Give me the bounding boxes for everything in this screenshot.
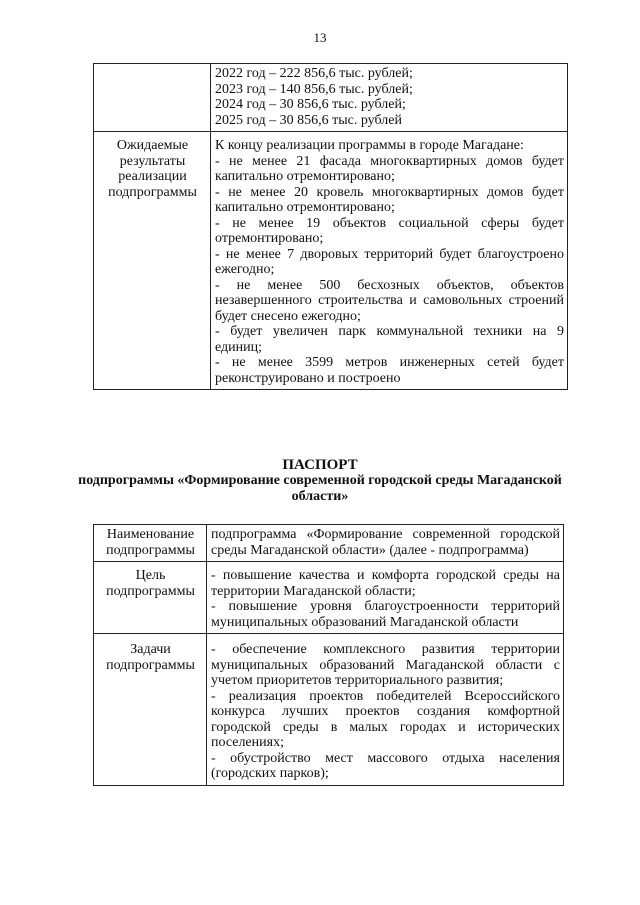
name-content — [207, 525, 564, 562]
expected-results-content — [211, 132, 568, 390]
funding-line: 2023 год – 140 856,6 тыс. рублей; — [215, 81, 413, 97]
row-label-goal: Цель подпрограммы — [94, 562, 207, 634]
tasks-content — [207, 634, 564, 786]
table-row-goal — [94, 562, 564, 634]
row-label-tasks: Задачи подпрограммы — [94, 634, 207, 786]
result-item: - не менее 7 дворовых территорий будет благоустроено ежегодно; — [215, 246, 564, 277]
task-item: - реализация проектов победителей Всероссийского конкурса лучших проектов создания комфортной городской среды в малых городах и исторических поселениях; — [211, 688, 560, 750]
result-item: - не менее 500 бесхозных объектов, объектов незавершенного строительства и самовольных строений будет снесено ежегодно; — [215, 277, 564, 324]
table-row-expected-results — [94, 132, 568, 390]
goal-item: - повышение качества и комфорта городской среды на территории Магаданской области; — [211, 568, 560, 599]
name-item: подпрограмма «Формирование современной городской среды Магаданской области» (далее - подпрограмма) — [211, 527, 560, 558]
result-item: - не менее 21 фасада многоквартирных домов будет капитально отремонтировано; — [215, 153, 564, 184]
result-item: - не менее 20 кровель многоквартирных домов будет капитально отремонтировано; — [215, 184, 564, 215]
result-item: - не менее 3599 метров инженерных сетей будет реконструировано и построено — [215, 355, 564, 386]
table-row-funding — [94, 64, 568, 132]
row-label-name: Наименование подпрограммы — [94, 525, 207, 562]
funding-line: 2024 год – 30 856,6 тыс. рублей; — [215, 97, 406, 112]
row-label — [94, 64, 211, 132]
funding-line: 2022 год – 222 856,6 тыс. рублей; — [215, 66, 413, 81]
results-intro: К концу реализации программы в городе Магадане: — [215, 138, 524, 153]
task-item: - обеспечение комплексного развития территории муниципальных образований Магаданской области с учетом приоритетов территориального развития; — [211, 642, 560, 688]
passport-heading — [60, 457, 580, 505]
page-number: 13 — [313, 30, 327, 45]
funding-by-year — [211, 64, 568, 132]
row-label-expected-results: Ожидаемые результаты реализации подпрограммы — [94, 132, 211, 390]
results-table — [93, 63, 568, 390]
result-item: - будет увеличен парк коммунальной техники на 9 единиц; — [215, 324, 564, 355]
passport-title: ПАСПОРТ — [282, 457, 358, 473]
passport-table — [93, 524, 564, 786]
goal-content — [207, 562, 564, 634]
table-row-tasks — [94, 634, 564, 786]
passport-subtitle: подпрограммы «Формирование современной городской среды Магаданской области» — [78, 473, 562, 504]
task-item: - обустройство мест массового отдыха населения (городских парков); — [211, 750, 560, 781]
funding-line: 2025 год – 30 856,6 тыс. рублей — [215, 112, 402, 128]
table-row-name — [94, 525, 564, 562]
result-item: - не менее 19 объектов социальной сферы будет отремонтировано; — [215, 215, 564, 246]
goal-item: - повышение уровня благоустроенности территорий муниципальных образований Магаданской области — [211, 599, 560, 630]
